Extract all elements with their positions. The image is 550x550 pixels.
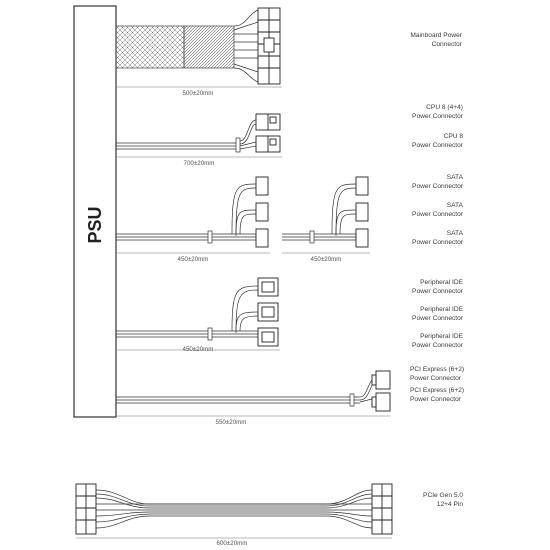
- label-sata-2: SATA Power Connector: [412, 202, 463, 218]
- psu-label: PSU: [85, 206, 105, 244]
- label-cpu-8: CPU 8 Power Connector: [412, 133, 463, 149]
- sata-connectors-2: [356, 177, 368, 247]
- label-sata-3: SATA Power Connector: [412, 230, 463, 246]
- label-ide-2: Peripheral IDE Power Connector: [412, 306, 463, 322]
- cpu-connectors: [256, 114, 280, 152]
- cpu-cable: [116, 120, 256, 152]
- sata-cable-2: [282, 184, 356, 243]
- pcie-gen5-connectors: [76, 484, 392, 534]
- sata-cable-1: [116, 184, 256, 243]
- label-ide-3: Peripheral IDE Power Connector: [412, 333, 463, 349]
- sata-connectors-1: [256, 177, 268, 247]
- dim-mainboard: 500±20mm: [182, 90, 214, 97]
- pcie-connectors: [372, 371, 390, 411]
- label-cpu-8-4-4: CPU 8 (4+4) Power Connector: [412, 104, 463, 120]
- dim-pcie-gen5: 600±20mm: [216, 540, 248, 547]
- label-mainboard: Mainboard Power Connector: [410, 32, 462, 48]
- mainboard-cable: [116, 10, 258, 82]
- label-pcie-2: PCI Express (6+2) Power Connector: [410, 387, 465, 403]
- dim-ide: 450±20mm: [182, 346, 214, 353]
- label-ide-1: Peripheral IDE Power Connector: [412, 279, 463, 295]
- pcie-gen5-cable: [96, 490, 372, 528]
- dim-pcie: 550±20mm: [215, 419, 247, 426]
- label-sata-1: SATA Power Connector: [412, 174, 463, 190]
- label-pcie-gen5: PCIe Gen 5.0 12+4 Pin: [423, 492, 463, 508]
- dim-cpu: 700±20mm: [183, 160, 215, 167]
- dim-sata-second: 450±20mm: [310, 256, 342, 263]
- mainboard-connector: [258, 8, 280, 84]
- dim-sata-first: 450±20mm: [177, 256, 209, 263]
- ide-connectors: [258, 278, 278, 346]
- ide-cable: [116, 286, 258, 340]
- label-pcie-1: PCI Express (6+2) Power Connector: [410, 366, 465, 382]
- pcie-cable: [116, 378, 376, 406]
